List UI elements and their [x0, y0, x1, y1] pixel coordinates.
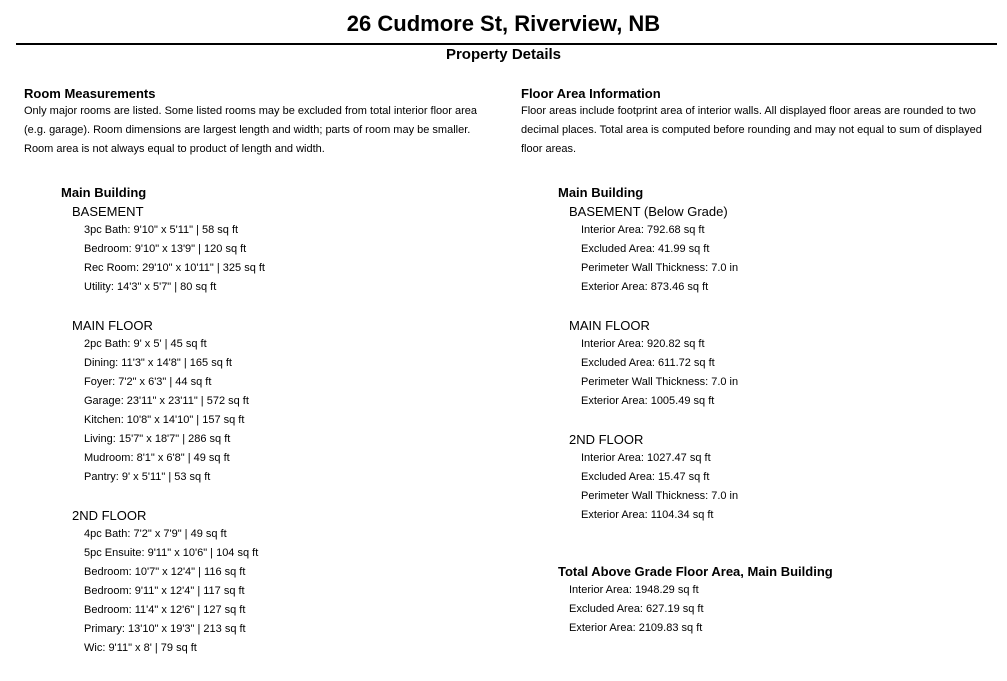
room-item: Bedroom: 9'10" x 13'9" | 120 sq ft [84, 243, 247, 255]
area-item: Perimeter Wall Thickness: 7.0 in [581, 490, 739, 502]
area-item: Exterior Area: 1005.49 sq ft [581, 395, 715, 407]
page-title: 26 Cudmore St, Riverview, NB [346, 11, 661, 36]
area-item: Excluded Area: 611.72 sq ft [581, 357, 715, 369]
area-item: Interior Area: 792.68 sq ft [581, 224, 705, 236]
room-item: Bedroom: 11'4" x 12'6" | 127 sq ft [84, 604, 246, 616]
room-item: 2pc Bath: 9' x 5' | 45 sq ft [84, 338, 207, 350]
room-item: 4pc Bath: 7'2" x 7'9" | 49 sq ft [84, 528, 227, 540]
area-building-name: Main Building [558, 185, 644, 200]
spacer [558, 411, 1001, 430]
room-measurements-note: Only major rooms are listed. Some listed rooms may be excluded from total interior floor area (e.g. garage). Room dimensions are largest length and width; parts of room may be smaller. Room area is not always equal to product of length and width. [24, 105, 478, 155]
floor-name: MAIN FLOOR [72, 318, 153, 333]
room-building-name: Main Building [61, 185, 147, 200]
spacer [558, 297, 1001, 316]
room-item: Pantry: 9' x 5'11" | 53 sq ft [84, 471, 211, 483]
room-item: Utility: 14'3" x 5'7" | 80 sq ft [84, 281, 217, 293]
area-item: Perimeter Wall Thickness: 7.0 in [581, 262, 739, 274]
total-area-item: Excluded Area: 627.19 sq ft [569, 603, 704, 615]
room-building-block [61, 183, 496, 658]
area-item: Interior Area: 1027.47 sq ft [581, 452, 711, 464]
area-item: Exterior Area: 1104.34 sq ft [581, 509, 714, 521]
room-list [84, 525, 496, 658]
area-item: Perimeter Wall Thickness: 7.0 in [581, 376, 739, 388]
floor-name: BASEMENT [72, 204, 144, 219]
room-item: Mudroom: 8'1" x 6'8" | 49 sq ft [84, 452, 230, 464]
total-area-item: Exterior Area: 2109.83 sq ft [569, 622, 703, 634]
room-list [84, 221, 496, 297]
room-item: Rec Room: 29'10" x 10'11" | 325 sq ft [84, 262, 265, 274]
page-subtitle: Property Details [445, 46, 562, 63]
floor-name: BASEMENT (Below Grade) [569, 204, 728, 219]
area-list [581, 335, 1001, 411]
area-item: Excluded Area: 15.47 sq ft [581, 471, 710, 483]
spacer [61, 297, 496, 316]
room-list [84, 335, 496, 487]
room-measurements-heading: Room Measurements [24, 86, 156, 101]
floor-area-heading: Floor Area Information [521, 86, 661, 101]
area-item: Excluded Area: 41.99 sq ft [581, 243, 710, 255]
room-floor-second [72, 506, 496, 658]
total-area-item: Interior Area: 1948.29 sq ft [569, 584, 699, 596]
floor-area-note: Floor areas include footprint area of interior walls. All displayed floor areas are rounded to two decimal places. Total area is computed before rounding and may not equal to sum of displayed floor areas. [521, 105, 982, 155]
room-floor-basement [72, 202, 496, 297]
room-item: Primary: 13'10" x 19'3" | 213 sq ft [84, 623, 246, 635]
area-item: Exterior Area: 873.46 sq ft [581, 281, 709, 293]
room-item: Foyer: 7'2" x 6'3" | 44 sq ft [84, 376, 212, 388]
area-floor-second [569, 430, 1001, 525]
title-divider [16, 43, 997, 45]
total-area-block [558, 562, 1001, 638]
room-item: Kitchen: 10'8" x 14'10" | 157 sq ft [84, 414, 245, 426]
area-list [581, 449, 1001, 525]
room-item: Living: 15'7" x 18'7" | 286 sq ft [84, 433, 231, 445]
floor-name: MAIN FLOOR [569, 318, 650, 333]
room-item: Bedroom: 10'7" x 12'4" | 116 sq ft [84, 566, 246, 578]
total-area-heading: Total Above Grade Floor Area, Main Building [558, 564, 833, 579]
area-floor-basement [569, 202, 1001, 297]
floor-area-section [521, 85, 1001, 638]
room-item: 5pc Ensuite: 9'11" x 10'6" | 104 sq ft [84, 547, 259, 559]
total-area-list [569, 581, 1001, 638]
area-floor-main [569, 316, 1001, 411]
area-building-block [558, 183, 1001, 525]
area-item: Interior Area: 920.82 sq ft [581, 338, 705, 350]
room-floor-main [72, 316, 496, 487]
floor-name: 2ND FLOOR [72, 508, 147, 523]
spacer [61, 487, 496, 506]
floor-name: 2ND FLOOR [569, 432, 644, 447]
room-item: Garage: 23'11" x 23'11" | 572 sq ft [84, 395, 249, 407]
room-measurements-section [24, 85, 496, 658]
room-item: 3pc Bath: 9'10" x 5'11" | 58 sq ft [84, 224, 239, 236]
area-list [581, 221, 1001, 297]
room-item: Dining: 11'3" x 14'8" | 165 sq ft [84, 357, 232, 369]
room-item: Wic: 9'11" x 8' | 79 sq ft [84, 642, 197, 654]
room-item: Bedroom: 9'11" x 12'4" | 117 sq ft [84, 585, 245, 597]
